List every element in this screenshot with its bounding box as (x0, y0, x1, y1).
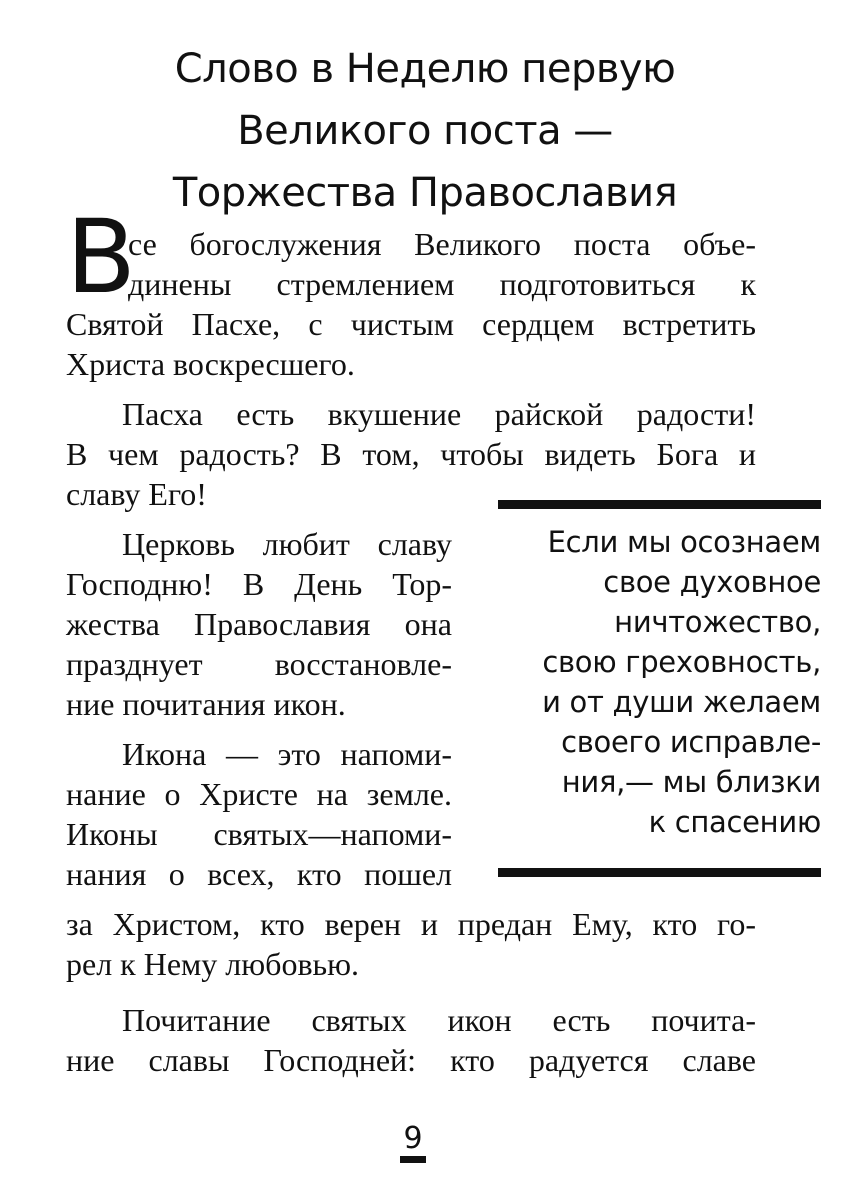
page-number: 9 (403, 1121, 423, 1156)
body-line: жества Православия она (66, 606, 452, 642)
pull-quote-line: и от души желаем (542, 685, 821, 719)
title-line: Торжества Православия (172, 170, 678, 216)
pull-quote-line: ния,— мы близки (561, 765, 821, 799)
pull-quote-line: свое духовное (603, 565, 821, 599)
body-line: рел к Нему любовью. (66, 946, 360, 982)
body-line: Церковь любит славу (122, 526, 452, 562)
pull-quote-line: к спасению (648, 805, 821, 839)
pull-quote-line: ничтожество, (614, 605, 821, 639)
body-line: Святой Пасхе, с чистым сердцем встретить (66, 306, 756, 342)
body-line: динены стремлением подготовиться к (128, 266, 756, 302)
body-line: се богослужения Великого поста объе- (128, 226, 756, 262)
body-line: празднует восстановле- (66, 646, 452, 682)
pull-quote-top-rule (498, 500, 821, 509)
drop-cap: В (66, 198, 136, 317)
body-line: Икона — это напоми- (122, 736, 452, 772)
page-number-underline (400, 1156, 426, 1163)
title-line: Великого поста — (237, 108, 613, 154)
body-line: ние славы Господней: кто радуется славе (66, 1042, 756, 1078)
body-line: Господню! В День Тор- (66, 566, 452, 602)
body-line: славу Его! (66, 476, 207, 512)
pull-quote-line: свою греховность, (542, 645, 821, 679)
pull-quote-line: своего исправле- (561, 725, 821, 759)
body-line: ние почитания икон. (66, 686, 346, 722)
body-line: Почитание святых икон есть почита- (122, 1002, 756, 1038)
title-line: Слово в Неделю первую (174, 46, 676, 92)
body-line: за Христом, кто верен и предан Ему, кто го- (66, 906, 756, 942)
body-line: нание о Христе на земле. (66, 776, 452, 812)
body-line: Пасха есть вкушение райской радости! (122, 396, 756, 432)
body-line: Христа воскресшего. (66, 346, 355, 382)
chapter-title (60, 38, 790, 224)
pull-quote-bottom-rule (498, 868, 821, 877)
body-line: В чем радость? В том, чтобы видеть Бога и (66, 436, 756, 472)
body-line: Иконы святых—напоми- (66, 816, 452, 852)
body-line: нания о всех, кто пошел (66, 856, 452, 892)
pull-quote-line: Если мы осознаем (547, 525, 821, 559)
